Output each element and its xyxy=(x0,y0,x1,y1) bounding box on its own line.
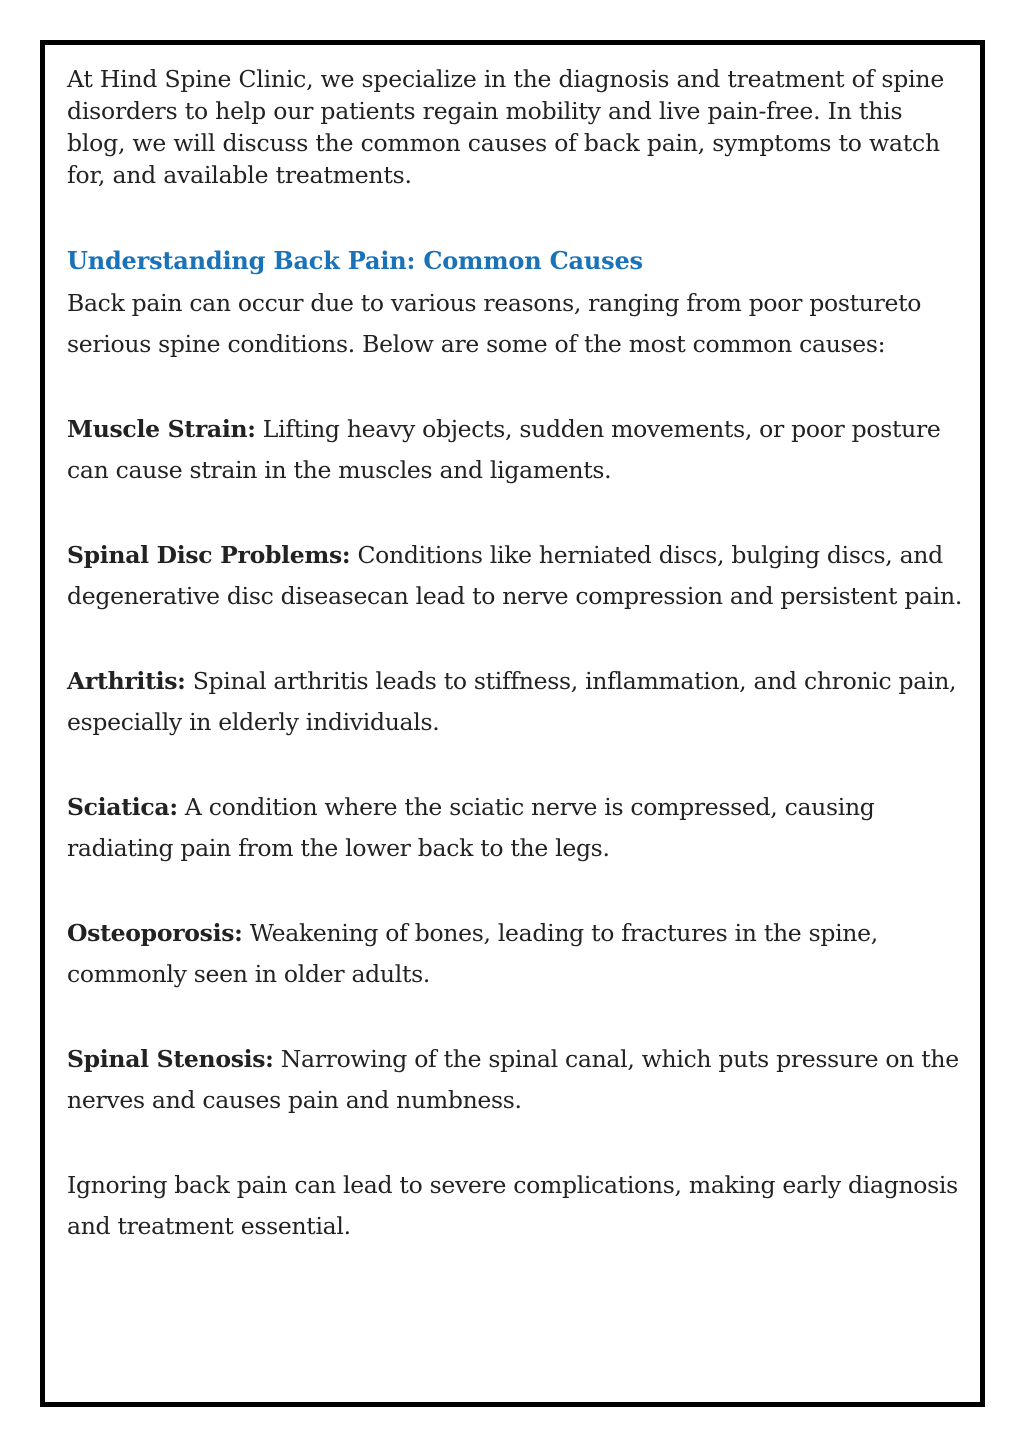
cause-description: A condition where the sciatic nerve is compressed, causing radiating pain from the lower back to the legs. xyxy=(67,793,875,862)
cause-description: Spinal arthritis leads to stiffness, inflammation, and chronic pain, especially in elderly individuals. xyxy=(67,667,957,736)
cause-term: Osteoporosis: xyxy=(67,919,243,947)
cause-description: Conditions like herniated discs, bulging discs, and degenerative disc diseasecan lead to nerve compression and persistent pain. xyxy=(67,541,962,610)
cause-term: Spinal Stenosis: xyxy=(67,1045,274,1073)
cause-sciatica xyxy=(67,787,967,869)
section-lead-paragraph: Back pain can occur due to various reasons, ranging from poor postureto serious spine conditions. Below are some of the most common causes: xyxy=(67,289,922,358)
cause-spinal-disc-problems xyxy=(67,535,967,617)
section-heading: Understanding Back Pain: Common Causes xyxy=(67,246,643,275)
cause-description: Weakening of bones, leading to fractures in the spine, commonly seen in older adults. xyxy=(67,919,878,988)
cause-arthritis xyxy=(67,661,967,743)
cause-muscle-strain xyxy=(67,409,967,491)
cause-term: Spinal Disc Problems: xyxy=(67,541,351,569)
intro-paragraph: At Hind Spine Clinic, we specialize in the diagnosis and treatment of spine disorders to help our patients regain mobility and live pain-free. In this blog, we will discuss the common causes of back pain, symptoms to watch for, and available treatments. xyxy=(67,65,945,189)
article-body xyxy=(67,63,967,1247)
cause-description: Narrowing of the spinal canal, which puts pressure on the nerves and causes pain and numbness. xyxy=(67,1045,959,1114)
cause-spinal-stenosis xyxy=(67,1039,967,1121)
cause-description: Lifting heavy objects, sudden movements, or poor posture can cause strain in the muscles and ligaments. xyxy=(67,415,941,484)
cause-term: Muscle Strain: xyxy=(67,415,256,443)
cause-osteoporosis xyxy=(67,913,967,995)
cause-term: Sciatica: xyxy=(67,793,178,821)
closing-paragraph: Ignoring back pain can lead to severe complications, making early diagnosis and treatment essential. xyxy=(67,1171,958,1240)
page-frame xyxy=(40,40,985,1407)
cause-term: Arthritis: xyxy=(67,667,186,695)
